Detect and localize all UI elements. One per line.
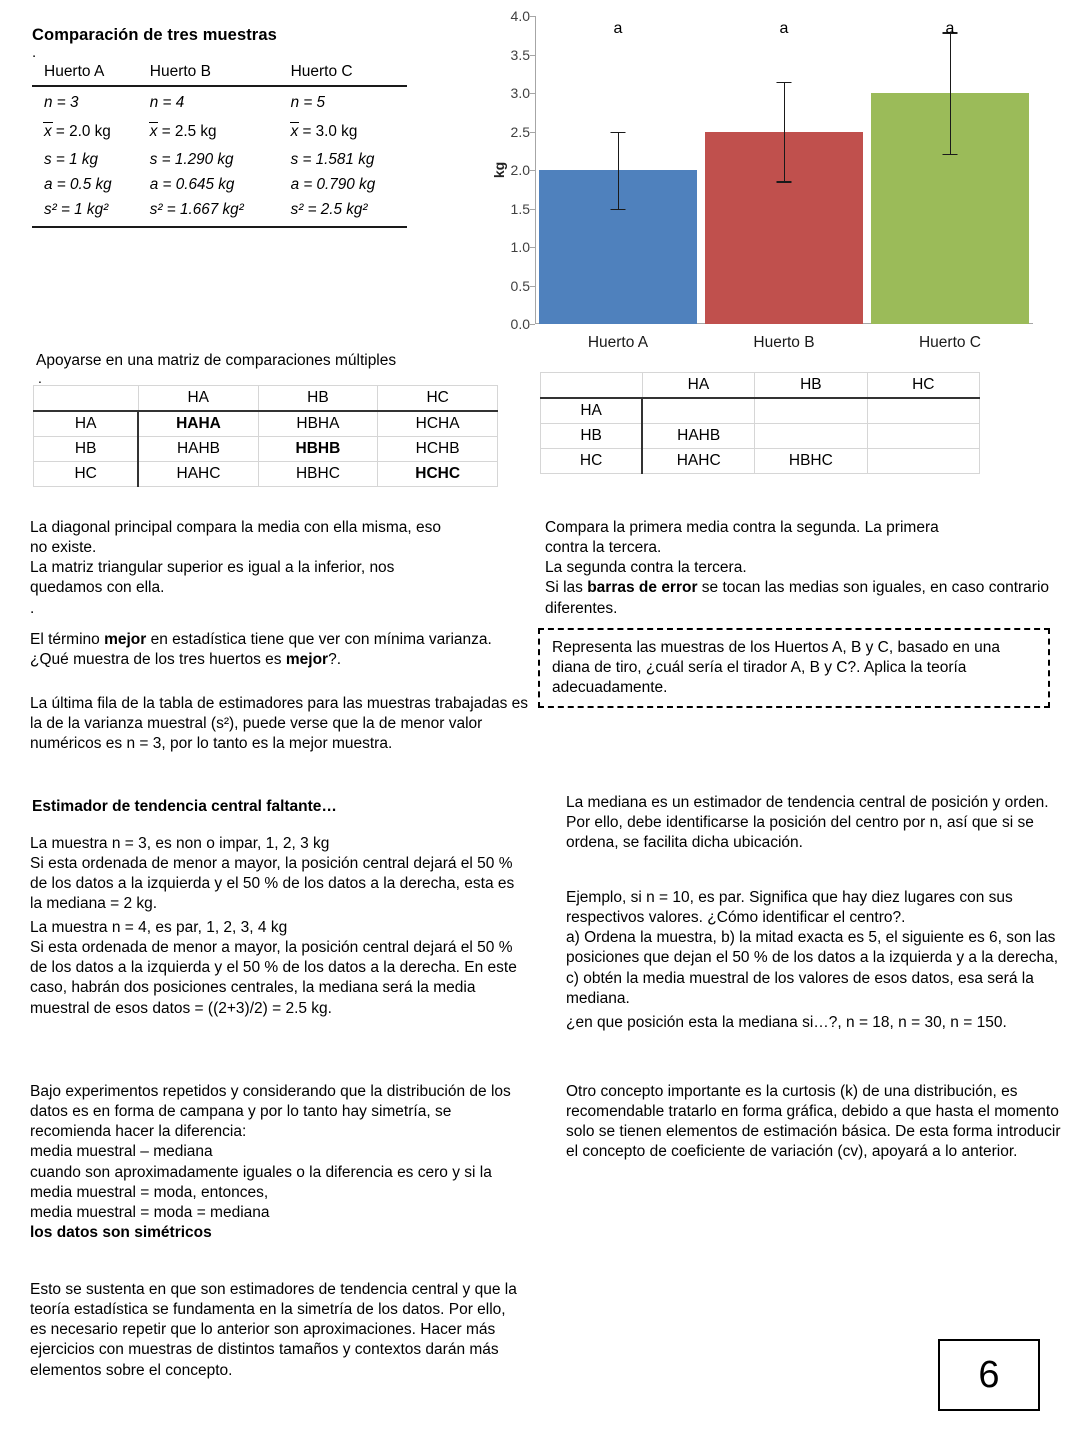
matrix-cell: HCHB [378, 437, 498, 462]
matrix-cell: HAHB [642, 424, 754, 449]
line-bold-simetricos: los datos son simétricos [30, 1223, 212, 1241]
matrix-col-hc: HC [867, 373, 979, 399]
matrix-cell: HBHC [755, 449, 867, 474]
line: Si esta ordenada de menor a mayor, la posición central dejará el 50 % de los datos a la izquierda y el 50 % de los datos a la derecha. En este caso, habrán dos posiciones centrales, la mediana será la media muestral de esos datos = ((2+3)/2) = 2.5 kg. [30, 939, 517, 1017]
matrix-col-hb: HB [258, 386, 378, 412]
matrix-row-head-hc: HC [34, 462, 139, 487]
matrix-row-head-ha: HA [34, 411, 139, 437]
y-axis-tick-label: 4.0 [510, 8, 530, 24]
comparison-matrix-lower [540, 372, 980, 474]
cell-a-b: a = 0.645 kg [149, 176, 235, 193]
x-overline-symbol: x [149, 122, 158, 140]
matrix-cell: HCHC [378, 462, 498, 487]
line: cuando son aproximadamente iguales o la diferencia es cero y si la media muestral = moda, entonces, [30, 1163, 492, 1201]
paragraph-muestra-n3 [30, 834, 530, 915]
error-bar-cap-upper [777, 82, 792, 84]
matrix-cell [642, 398, 754, 424]
apoyarse-caption: Apoyarse en una matriz de comparaciones múltiples [36, 352, 397, 369]
cell-n-c: n = 5 [290, 94, 326, 111]
error-bar [618, 132, 619, 209]
cell-var-b: s² = 1.667 kg² [138, 198, 279, 228]
text-fragment: El término [30, 631, 105, 648]
matrix-row-head-hc: HC [541, 449, 643, 474]
paragraph-ejemplo-n10 [566, 888, 1066, 1009]
line: Ejemplo, si n = 10, es par. Significa que hay diez lugares con sus respectivos valores. ¿Cómo identificar el centro?. [566, 889, 1013, 927]
matrix-col-ha: HA [138, 386, 258, 412]
matrix-cell: HBHB [258, 437, 378, 462]
cell-var-a: s² = 1 kg² [32, 198, 138, 228]
matrix-header-row [541, 373, 980, 399]
matrix-cell: HBHC [258, 462, 378, 487]
line: La muestra n = 3, es non o impar, 1, 2, 3 kg [30, 835, 330, 852]
y-axis-tick-label: 0.0 [510, 316, 530, 332]
text-fragment: se tocan las medias son iguales, en caso contrario diferentes. [545, 579, 1050, 617]
x-axis-category-label: Huerto C [918, 334, 981, 351]
title-stray-dot: . [32, 44, 37, 61]
matrix-cell: HAHB [138, 437, 258, 462]
x-overline-symbol: x [44, 122, 52, 140]
error-bar-cap-lower [777, 181, 792, 183]
paragraph-diagonal-principal [30, 518, 530, 619]
matrix-col-ha: HA [642, 373, 754, 399]
col-header-huerto-c: Huerto C [279, 62, 407, 86]
emphasis-mejor-2: mejor [285, 651, 329, 669]
error-bar [950, 32, 951, 154]
page-number-box [938, 1339, 1040, 1411]
y-axis-tick-mark [530, 93, 535, 94]
paragraph-termino-mejor [30, 630, 520, 670]
matrix-row [541, 424, 980, 449]
cell-mean-c [279, 116, 407, 145]
comparison-matrix-full [33, 385, 498, 487]
matrix-row-head-hb: HB [541, 424, 643, 449]
y-axis-tick-mark [530, 286, 535, 287]
matrix-cell [755, 424, 867, 449]
matrix-row [34, 437, 498, 462]
emphasis-mejor-1: mejor [104, 631, 147, 648]
chart-plot-area [491, 8, 1033, 351]
paragraph-muestra-n4 [30, 918, 530, 1019]
matrix-corner-cell [541, 373, 643, 399]
matrix-header-row [34, 386, 498, 412]
col-header-huerto-b: Huerto B [138, 62, 279, 86]
line: Si esta ordenada de menor a mayor, la posición central dejará el 50 % de los datos a la izquierda y el 50 % de los datos a la derecha, esta es la mediana = 2 kg. [30, 855, 515, 913]
line: Bajo experimentos repetidos y considerando que la distribución de los datos es en forma de campana y por lo tanto hay simetría, se recomienda hacer la diferencia: [30, 1083, 511, 1141]
x-overline-symbol: x [290, 122, 299, 140]
matrix-cell: HAHC [138, 462, 258, 487]
table-header-row [32, 62, 407, 86]
matrix-stray-dot: . [38, 370, 42, 386]
table-row [32, 198, 407, 228]
section-heading-estimador: Estimador de tendencia central faltante… [32, 798, 337, 815]
paragraph-esto-se-sustenta: Esto se sustenta en que son estimadores de tendencia central y que la teoría estadística se fundamenta en la simetría de los datos. Por ello, es necesario repetir que lo anterior son aproximaciones. Hacer más ejercicios con muestras de distintos tamaños y contextos darán más elementos sobre el concepto. [30, 1281, 517, 1379]
paragraph-curtosis: Otro concepto importante es la curtosis (k) de una distribución, es recomendable tratarlo en forma gráfica, debido a que hasta el momento solo se tienen elementos de estimación básica. De esta forma introducir el concepto de coeficiente de variación (cv), apoyará a lo anterior. [566, 1083, 1061, 1161]
paragraph-mediana-definicion: La mediana es un estimador de tendencia central de posición y orden. Por ello, debe identificarse la posición del centro por n, así que si se ordena, se facilita dicha ubicación. [566, 794, 1049, 852]
cell-s-c: s = 1.581 kg [290, 151, 375, 168]
error-bar-cap-lower [943, 154, 958, 156]
y-axis-tick-label: 3.0 [510, 85, 530, 101]
y-axis-tick-label: 2.0 [510, 162, 530, 178]
cell-mean-b-value: = 2.5 kg [161, 122, 217, 140]
matrix-cell [867, 424, 979, 449]
y-axis-tick-mark [530, 55, 535, 56]
page-title: Comparación de tres muestras [32, 26, 277, 44]
text-fragment: Si las [545, 579, 588, 597]
matrix-cell: HAHC [642, 449, 754, 474]
cell-mean-a [32, 116, 138, 145]
line: Compara la primera media contra la segunda. La primera [545, 519, 939, 536]
table-row [32, 173, 407, 198]
y-axis-tick-label: 2.5 [510, 123, 530, 140]
paragraph-ultima-fila: La última fila de la tabla de estimadores para las muestras trabajadas es la de la varianza muestral (s²), puede verse que la de menor valor numéricos es n = 3, por lo tanto es la mejor muestra. [30, 695, 528, 753]
line: La muestra n = 4, es par, 1, 2, 3, 4 kg [30, 919, 288, 936]
matrix-row [34, 462, 498, 487]
cell-n-a: n = 3 [44, 94, 79, 111]
line: contra la tercera. [545, 539, 662, 557]
line: quedamos con ella. [30, 579, 165, 597]
y-axis-title: kg [491, 161, 508, 179]
y-axis-tick-mark [530, 132, 535, 133]
col-header-huerto-a: Huerto A [32, 62, 138, 86]
cell-s-b: s = 1.290 kg [149, 151, 234, 168]
line: a) Ordena la muestra, b) la mitad exacta es 5, el siguiente es 6, son las posiciones que dejan el 50 % de los datos a la izquierda y a la derecha, c) obtén la media muestral de los valores de esos datos, esa será la mediana. [566, 929, 1059, 1007]
y-axis-tick-label: 1.0 [510, 239, 530, 255]
estimator-table [32, 62, 407, 228]
callout-box-representa-muestras [538, 628, 1050, 708]
significance-letter: a [613, 20, 623, 37]
y-axis-tick-label: 3.5 [510, 46, 530, 63]
text-fragment: ?. [328, 651, 342, 669]
estimator-section [32, 26, 462, 228]
cell-n-b: n = 4 [149, 94, 185, 111]
error-bar-cap-lower [611, 209, 626, 211]
paragraph-experimentos-repetidos [30, 1082, 535, 1243]
line: media muestral = moda = mediana [30, 1203, 270, 1221]
stray-dot: . [30, 599, 35, 617]
y-axis-tick-mark [530, 324, 535, 325]
line: La segunda contra la tercera. [545, 559, 747, 577]
cell-a-c: a = 0.790 kg [290, 176, 376, 193]
line [545, 578, 1055, 618]
bar-chart [487, 6, 1067, 351]
matrix-row [541, 398, 980, 424]
table-row [32, 116, 407, 145]
matrix-row [34, 411, 498, 437]
y-axis [535, 16, 536, 324]
cell-var-c: s² = 2.5 kg² [279, 198, 407, 228]
significance-letter: a [945, 20, 955, 37]
y-axis-tick-mark [530, 16, 535, 17]
line: La matriz triangular superior es igual a la inferior, nos [30, 559, 395, 577]
page-number: 6 [978, 1353, 1000, 1396]
matrix-cell [755, 398, 867, 424]
matrix-row [541, 449, 980, 474]
error-bar-cap-upper [611, 132, 626, 134]
matrix-cell [867, 398, 979, 424]
cell-mean-c-value: = 3.0 kg [302, 122, 358, 140]
table-row [32, 144, 407, 173]
text-fragment: en estadística tiene que ver con mínima varianza. ¿Qué muestra de los tres huertos es [30, 631, 492, 669]
x-axis-category-label: Huerto B [753, 334, 815, 351]
matrix-cell: HBHA [258, 411, 378, 437]
y-axis-tick-label: 0.5 [510, 277, 530, 294]
emphasis-barras-de-error: barras de error [587, 579, 698, 597]
line: media muestral – mediana [30, 1143, 213, 1161]
cell-s-a: s = 1 kg [44, 151, 98, 168]
paragraph-pregunta-posicion-mediana: ¿en que posición esta la mediana si…?, n = 18, n = 30, n = 150. [566, 1014, 1007, 1031]
error-bar [784, 82, 785, 181]
matrix-col-hb: HB [755, 373, 867, 399]
callout-text: Representa las muestras de los Huertos A, B y C, basado en una diana de tiro, ¿cuál sería el tirador A, B y C?. Aplica la teoría adecuadamente. [552, 639, 1001, 697]
paragraph-compara-medias [545, 518, 1055, 619]
matrix-cell [867, 449, 979, 474]
cell-mean-b [138, 116, 279, 145]
y-axis-tick-label: 1.5 [510, 200, 530, 217]
matrix-cell: HCHA [378, 411, 498, 437]
y-axis-tick-mark [530, 247, 535, 248]
line: La diagonal principal compara la media con ella misma, eso [30, 519, 441, 536]
x-axis-category-label: Huerto A [587, 334, 649, 351]
matrix-corner-cell [34, 386, 139, 412]
cell-a-a: a = 0.5 kg [44, 176, 112, 193]
significance-letter: a [779, 20, 789, 37]
y-axis-tick-mark [530, 209, 535, 210]
y-axis-tick-mark [530, 170, 535, 171]
matrix-row-head-hb: HB [34, 437, 139, 462]
line: no existe. [30, 539, 97, 557]
cell-mean-a-value: = 2.0 kg [55, 122, 111, 140]
matrix-col-hc: HC [378, 386, 498, 412]
table-row [32, 86, 407, 116]
matrix-cell: HAHA [138, 411, 258, 437]
matrix-row-head-ha: HA [541, 398, 643, 424]
